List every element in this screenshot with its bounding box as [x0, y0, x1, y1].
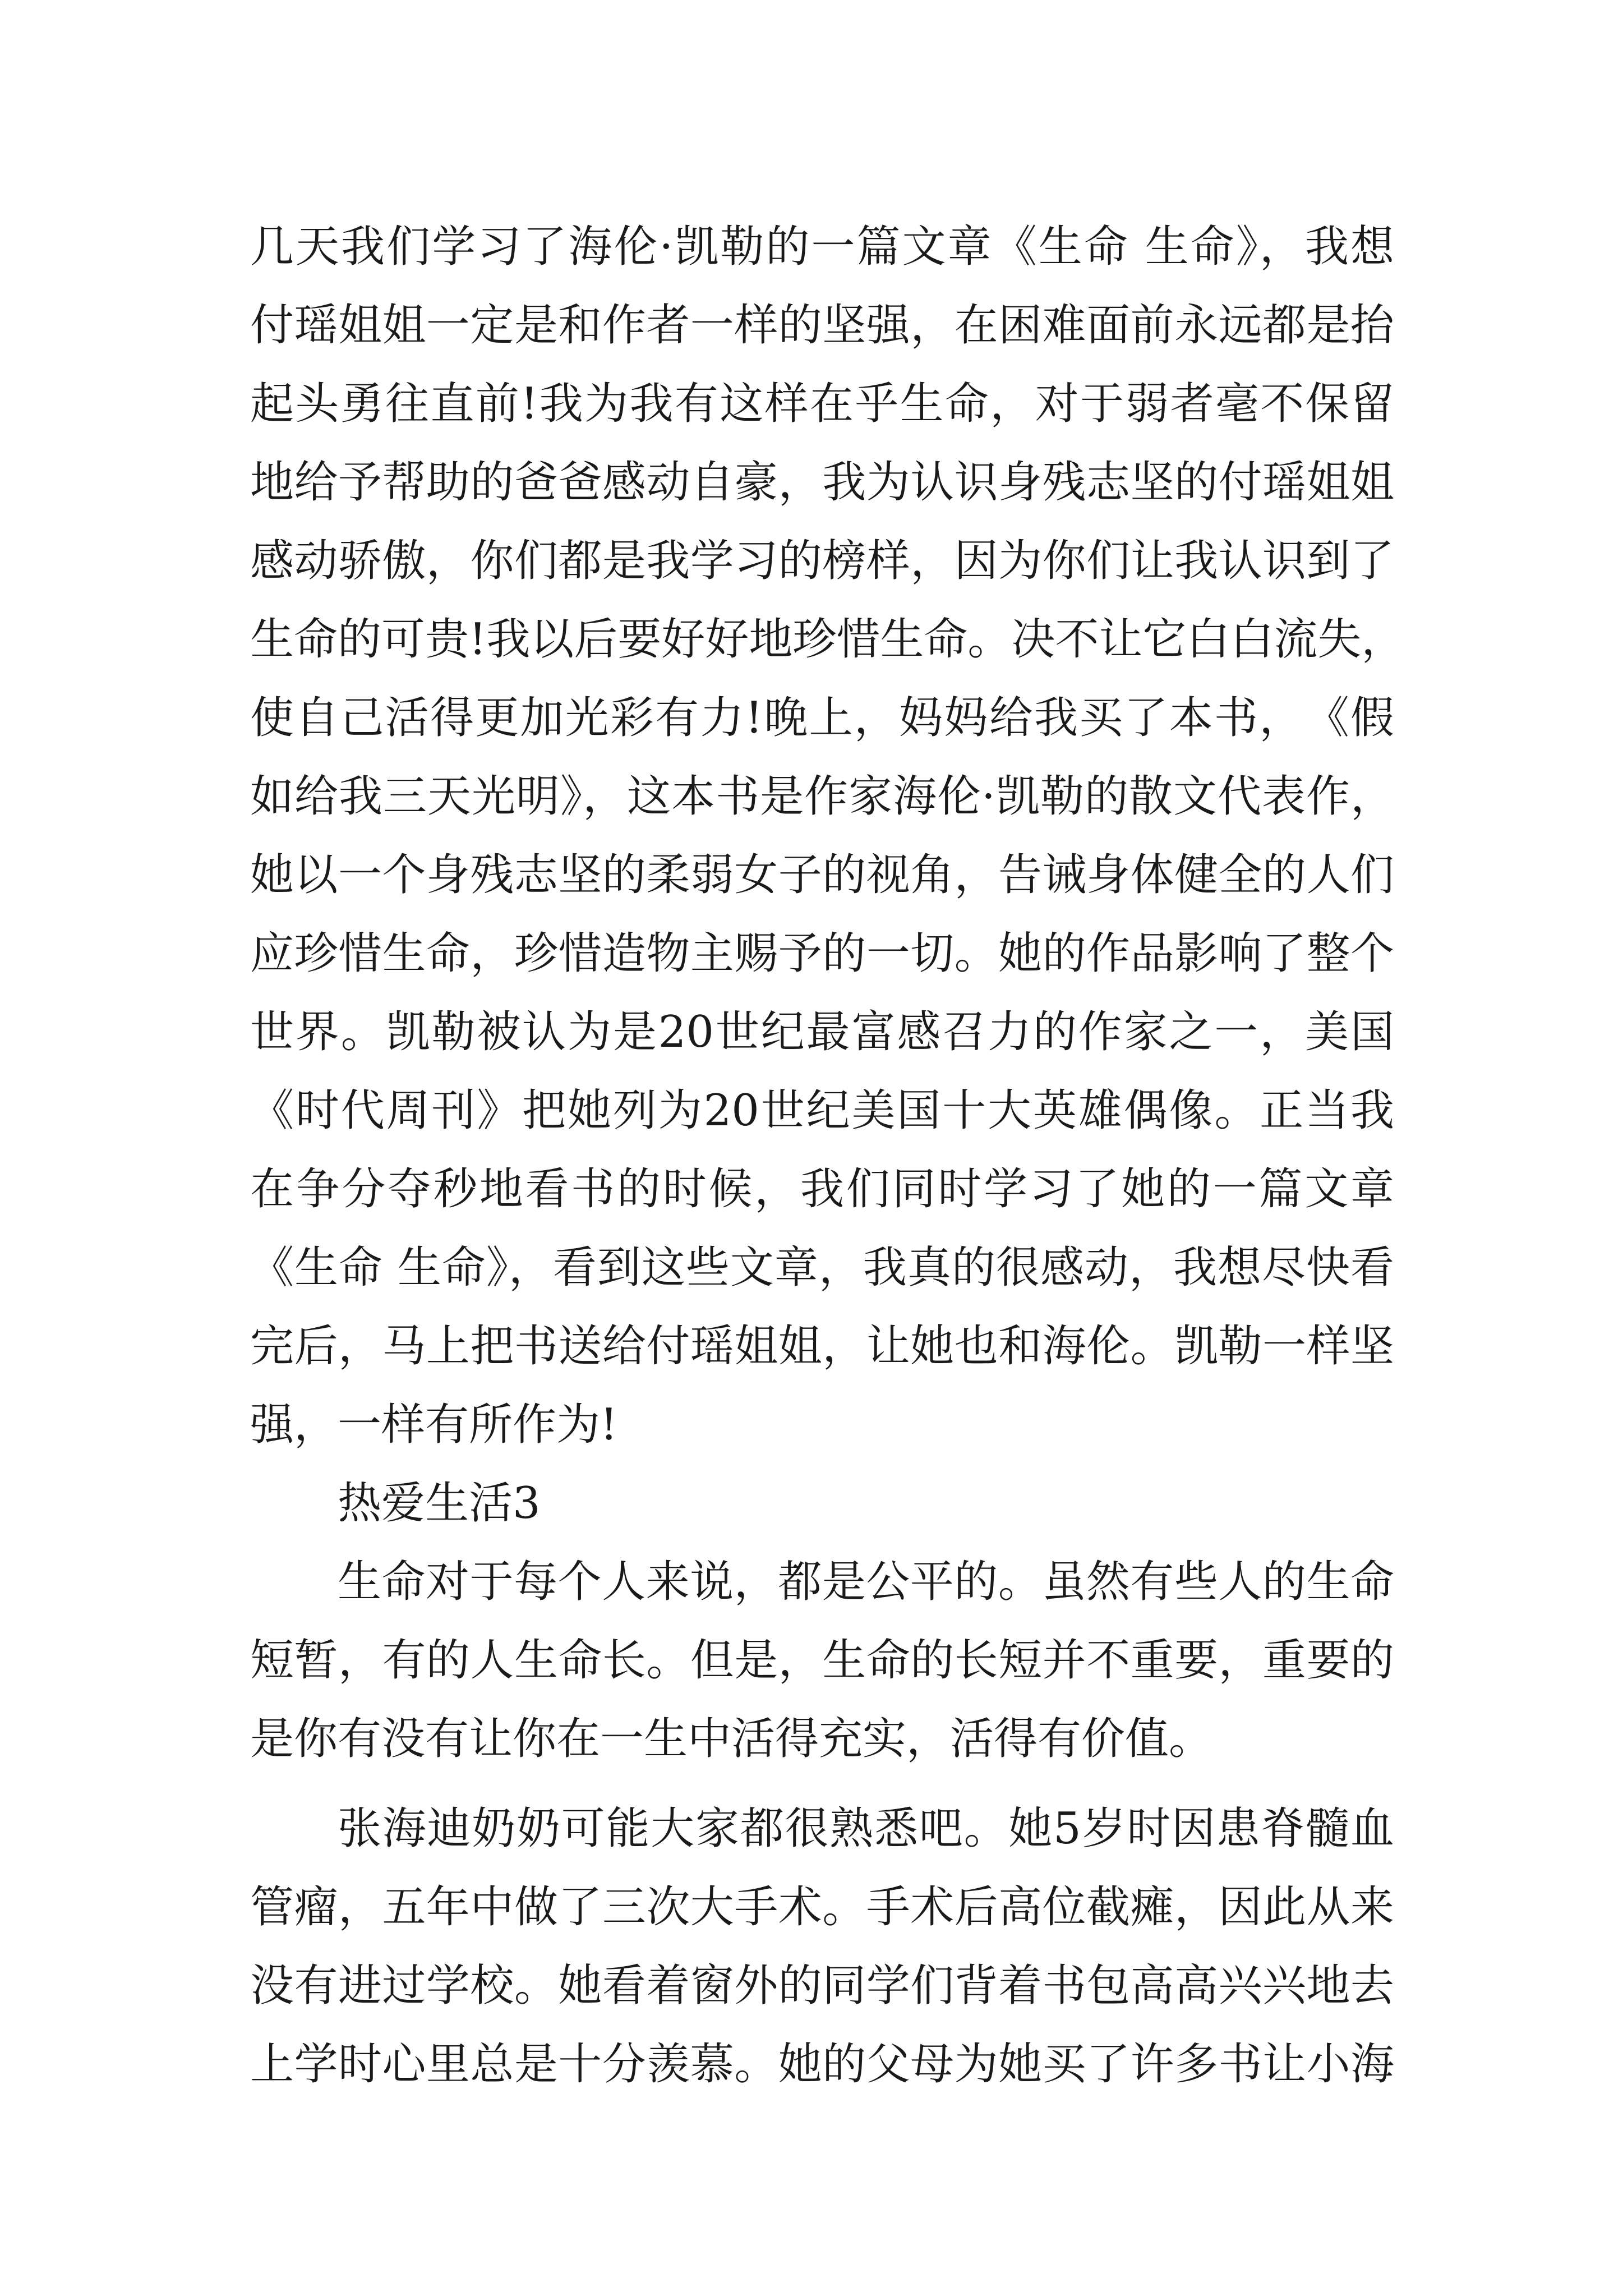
text-line: 付瑶姐姐一定是和作者一样的坚强，在困难面前永远都是抬 — [250, 300, 1394, 351]
text-line: 她以一个身残志坚的柔弱女子的视角，告诫身体健全的人们 — [250, 850, 1394, 900]
text-line: 张海迪奶奶可能大家都很熟悉吧。她5岁时因患脊髓血 — [338, 1803, 1394, 1854]
text-line: 地给予帮助的爸爸感动自豪，我为认识身残志坚的付瑶姐姐 — [250, 457, 1394, 508]
text-line: 感动骄傲，你们都是我学习的榜样，因为你们让我认识到了 — [250, 536, 1394, 586]
text-line: 没有进过学校。她看着窗外的同学们背着书包高高兴兴地去 — [250, 1961, 1394, 2011]
text-line: 短暂，有的人生命长。但是，生命的长短并不重要，重要的 — [250, 1635, 1394, 1686]
text-line: 《时代周刊》把她列为20世纪美国十大英雄偶像。正当我 — [250, 1085, 1394, 1136]
text-line: 起头勇往直前!我为我有这样在乎生命，对于弱者毫不保留 — [250, 379, 1394, 429]
text-line: 在争分夺秒地看书的时候，我们同时学习了她的一篇文章 — [250, 1164, 1394, 1214]
text-line: 几天我们学习了海伦·凯勒的一篇文章《生命 生命》，我想 — [250, 222, 1394, 272]
text-line: 应珍惜生命，珍惜造物主赐予的一切。她的作品影响了整个 — [250, 928, 1394, 979]
text-line: 如给我三天光明》，这本书是作家海伦·凯勒的散文代表作， — [250, 771, 1394, 822]
text-line: 完后，马上把书送给付瑶姐姐，让她也和海伦。凯勒一样坚 — [250, 1321, 1394, 1372]
text-line: 上学时心里总是十分羡慕。她的父母为她买了许多书让小海 — [250, 2039, 1394, 2090]
text-line: 生命的可贵!我以后要好好地珍惜生命。决不让它白白流失， — [250, 614, 1405, 665]
text-line: 使自己活得更加光彩有力!晚上，妈妈给我买了本书， 《假 — [250, 693, 1394, 743]
text-line: 是你有没有让你在一生中活得充实，活得有价值。 — [250, 1714, 1213, 1764]
text-line: 《生命 生命》，看到这些文章，我真的很感动，我想尽快看 — [250, 1243, 1394, 1293]
section-heading: 热爱生活3 — [338, 1478, 541, 1529]
text-line: 管瘤，五年中做了三次大手术。手术后高位截瘫，因此从来 — [250, 1882, 1394, 1932]
text-line: 强，一样有所作为! — [250, 1400, 618, 1450]
text-line: 生命对于每个人来说，都是公平的。虽然有些人的生命 — [338, 1557, 1394, 1607]
text-line: 世界。凯勒被认为是20世纪最富感召力的作家之一，美国 — [250, 1007, 1394, 1057]
